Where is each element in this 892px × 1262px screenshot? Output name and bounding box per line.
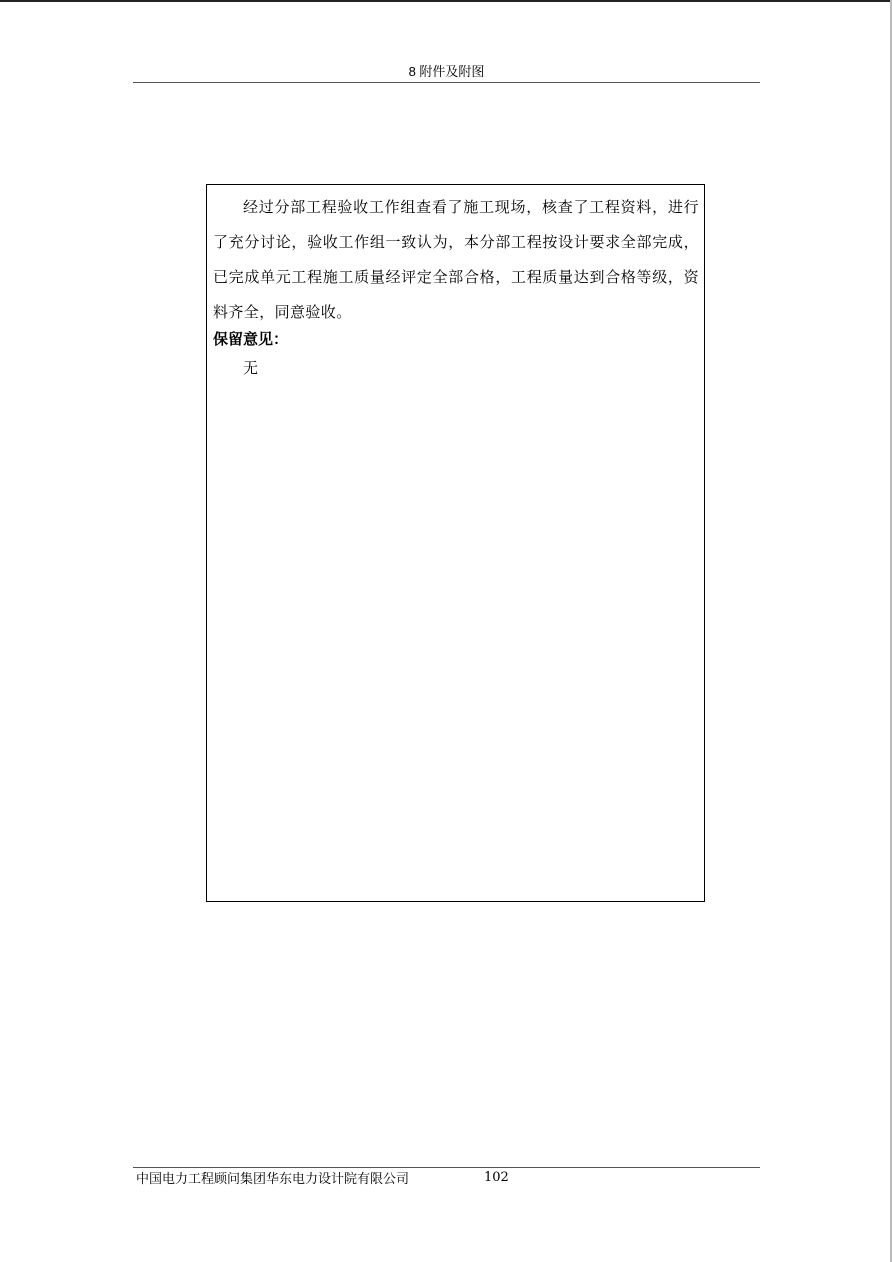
reserve-opinion-label: 保留意见： (213, 330, 289, 348)
acceptance-opinion-box (206, 184, 705, 902)
header-divider (133, 82, 760, 83)
page-top-edge (0, 0, 892, 2)
footer-divider (133, 1167, 760, 1168)
reserve-opinion-value: 无 (243, 359, 259, 377)
footer-company-name: 中国电力工程顾问集团华东电力设计院有限公司 (136, 1172, 410, 1187)
running-header-title: 8 附件及附图 (408, 64, 485, 79)
acceptance-conclusion-paragraph: 经过分部工程验收工作组查看了施工现场，核查了工程资料，进行了充分讨论，验收工作组一致认为，本分部工程按设计要求全部完成，已完成单元工程施工质量经评定全部合格，工程质量达到合格等级，资料齐全，同意验收。 (213, 198, 699, 321)
footer-page-number: 102 (484, 1170, 509, 1185)
